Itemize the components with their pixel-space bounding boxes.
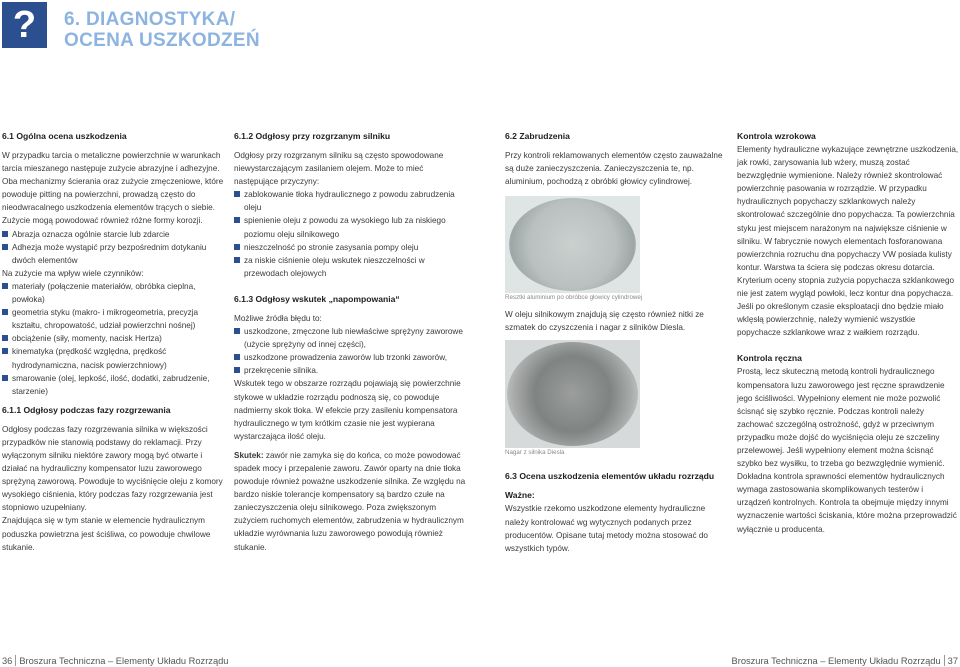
page-title-line1: 6. DIAGNOSTYKA/: [64, 9, 236, 30]
caption-aluminium: Resztki aluminium po obróbce głowicy cylindrowej: [505, 294, 643, 302]
column-inspection: [737, 130, 959, 536]
heading-contamination: 6.2 Zabrudzenia: [505, 131, 570, 141]
list-item: zablokowanie tłoka hydraulicznego z powodu zabrudzenia oleju: [234, 188, 469, 214]
footer-left: [2, 655, 228, 667]
page-number-right: 37: [947, 656, 958, 666]
heading-pump-up-noise: 6.1.3 Odgłosy wskutek „napompowania“: [234, 293, 400, 304]
list-item: materiały (połączenie materiałów, obróbka cieplna, powłoka): [2, 280, 224, 306]
warm-causes-list: [234, 188, 469, 280]
paragraph-pump: Wskutek tego w obszarze rozrządu pojawiają się powierzchnie stykowe w układzie rozrządu podnoszą się, co powoduje nadmierny skok tłoka. W efekcie przy zasileniu kompensatora hydraulicznego w tym krótkim czasie nie jest wypierana wystarczająca ilość oleju.: [234, 379, 461, 441]
divider: [944, 655, 945, 666]
aluminium-residue-image: [505, 196, 640, 293]
page-title: [64, 9, 260, 51]
list-item: uszkodzone, zmęczone lub niewłaściwe sprężyny zaworowe (użycie sprężyny od innej części),: [234, 325, 469, 351]
page-title-line2: OCENA USZKODZEŃ: [64, 30, 260, 51]
paragraph-important: Wszystkie rzekomo uszkodzone elementy hydrauliczne należy kontrolować wg wytycznych podanych przez producentów. Opisane tutaj metody można stosować do wszystkich typów.: [505, 504, 708, 553]
list-item: przekręcenie silnika.: [234, 364, 469, 377]
heading-warmup-noise: 6.1.1 Odgłosy podczas fazy rozgrzewania: [2, 404, 171, 415]
list-item: za niskie ciśnienie oleju wskutek nieszczelności w przewodach olejowych: [234, 254, 469, 280]
divider: [15, 655, 16, 666]
diesel-soot-figure: [505, 340, 640, 448]
footer-right: [732, 655, 958, 667]
paragraph-warmup-1: Odgłosy podczas fazy rozgrzewania silnika w większości przypadków nie stanowią podstawy do reklamacji. Przy wyłączonym silniku niektóre zawory mogą być otwarte i działać na hydrauliczny kompensator luzu zaworowego sprężyną zaworową. Powoduje to wyciśnięcie oleju z komory wysokiego ciśnienia, który podczas fazy rozgrzewania jest stopniowo uzupełniany.: [2, 424, 223, 513]
paragraph-warmup-2: Znajdująca się w tym stanie w elemencie hydraulicznym poduszka powietrzna jest ściśliwa, co powoduje chwilowe stukanie.: [2, 516, 211, 552]
question-mark-icon: ?: [2, 2, 47, 48]
column-general-assessment: [2, 130, 224, 554]
footer-right-text: Broszura Techniczna – Elementy Układu Rozrządu: [731, 656, 941, 666]
paragraph-visual-inspection: Elementy hydrauliczne wykazujące zewnętrzne uszkodzenia, jak rowki, zarysowania lub wżery, muszą zostać bezwzględnie wymienione. Należy również skontrolować powierzchnię pasowania w rozrządzie. W przypadku hydraulicznych popychaczy szklankowych należy skontrolować szczególnie dno popychacza. Ta powierzchnia styku jest miejscem narażonym na największe ciśnienie w silniku. W fabrycznie nowych elementach fosforanowana powierzchnia rozruchu dna popychaczy VW posiada kulisty kontur. Warstwa ta ściera się podczas okresu dotarcia. Kryterium oceny stopnia zużycia popychacza szklankowego nie jest zatem wygląd powłoki, lecz kontur dna popychacza. Jeśli po określonym czasie eksploatacji dno będzie miało wklęsłą powierzchnię, należy wymienić wszystkie popychacze szklankowe wraz z wałkiem rozrządu.: [737, 145, 959, 338]
wear-factors-list: [2, 280, 224, 398]
wear-types-list: [2, 228, 224, 267]
list-item: uszkodzone prowadzenia zaworów lub trzonki zaworów,: [234, 351, 469, 364]
paragraph-pump-intro: Możliwe źródła błędu to:: [234, 313, 322, 323]
list-item: spienienie oleju z powodu za wysokiego lub za niskiego poziomu oleju silnikowego: [234, 214, 469, 240]
paragraph-manual-inspection: Prostą, lecz skuteczną metodą kontroli hydraulicznego kompensatora luzu zaworowego jest ręczne sprawdzenie jego ściśliwości. Wypełniony element nie może pozwolić ścisnąć się szybko ręcznie. Podczas kontroli należy zachować szczególną ostrożność, gdyż w przeciwnym przypadku może dojść do wyciśnięcia oleju ze szczeliny przelewowej. Jeśli wypełniony element można ścisnąć szybko bez wysiłku, to trzeba go bezwzględnie wymienić. Dokładna kontrola sprawności elementów hydraulicznych wymaga zastosowania skomplikowanych testerów i urządzeń kontrolnych. Kontrola ta obejmuje między innymi wyznaczenie wartości ściskania, które można przeprowadzić wyłącznie u producenta.: [737, 367, 957, 534]
column-contamination: [505, 130, 730, 555]
list-item: kinematyka (prędkość względna, prędkość hydrodynamiczna, nacisk powierzchniowy): [2, 345, 224, 371]
heading-visual-inspection: Kontrola wzrokowa: [737, 131, 816, 141]
diesel-soot-image: [505, 340, 640, 448]
paragraph-effect: [234, 449, 469, 554]
list-item: geometria styku (makro- i mikrogeometria, precyzja kształtu, chropowatość, udział powierzchni nośnej): [2, 306, 224, 332]
heading-manual-inspection: Kontrola ręczna: [737, 353, 802, 364]
aluminium-residue-figure: [505, 196, 640, 293]
paragraph-intro: W przypadku tarcia o metaliczne powierzchnie w warunkach tarcia mieszanego następuje zużycie abrazyjne i adhezyjne. Oba mechanizmy ścierania oraz zużycie zmęczeniowe, które powoduje pitting na powierzchni, prowadzą często do nieodwracalnego uszkodzenia elementów trących o siebie. Zużycie mogą powodować również różne formy korozji.: [2, 151, 224, 226]
caption-diesel: Nagar z silnika Diesla: [505, 449, 565, 457]
paragraph-contamination: Przy kontroli reklamowanych elementów często zauważalne są duże zanieczyszczenia. Zanieczyszczenia te, np. aluminium, pochodzą z obróbki głowicy cylindrowej.: [505, 151, 723, 187]
heading-general-assessment: 6.1 Ogólna ocena uszkodzenia: [2, 131, 127, 141]
footer-left-text: Broszura Techniczna – Elementy Układu Rozrządu: [19, 656, 229, 666]
list-item: smarowanie (olej, lepkość, ilość, dodatki, zabrudzenie, starzenie): [2, 372, 224, 398]
heading-component-assessment: 6.3 Ocena uszkodzenia elementów układu rozrządu: [505, 471, 715, 482]
heading-warm-engine-noise: 6.1.2 Odgłosy przy rozgrzanym silniku: [234, 131, 391, 141]
effect-text: zawór nie zamyka się do końca, co może powodować spadek mocy i przepalenie zaworu. Zawór oparty na dnie tłoka powoduje również poważne uszkodzenie silnika. Ze względu na bardzo niskie tolerancje kompensatory są bardzo czułe na zanieczyszczenia oleju silnikowego. Poza zwiększonym zużyciem ruchomych elementów, zabrudzenia w hydraulicznym układzie wyrównania luzu zaworowego powodują również stukanie.: [234, 450, 466, 552]
effect-label: Skutek:: [234, 450, 264, 460]
list-item: nieszczelność po stronie zasysania pompy oleju: [234, 241, 469, 254]
heading-important: Ważne:: [505, 490, 535, 501]
list-item: Abrazja oznacza ogólnie starcie lub zdarcie: [2, 228, 224, 241]
pump-causes-list: [234, 325, 469, 377]
list-item: Adhezja może wystąpić przy bezpośrednim dotykaniu dwóch elementów: [2, 241, 224, 267]
paragraph-contamination-2: W oleju silnikowym znajdują się często również nitki ze szmatek do czyszczenia i nagar z silników Diesla.: [505, 310, 704, 333]
page-number-left: 36: [2, 656, 13, 666]
column-noise: [234, 130, 469, 554]
paragraph-factors: Na zużycie ma wpływ wiele czynników:: [2, 268, 144, 278]
paragraph-warm-engine: Odgłosy przy rozgrzanym silniku są często spowodowane niewystarczającym zasilaniem olejem. Może to mieć następujące przyczyny:: [234, 151, 444, 187]
list-item: obciążenie (siły, momenty, nacisk Hertza): [2, 332, 224, 345]
page-header: [0, 0, 960, 60]
